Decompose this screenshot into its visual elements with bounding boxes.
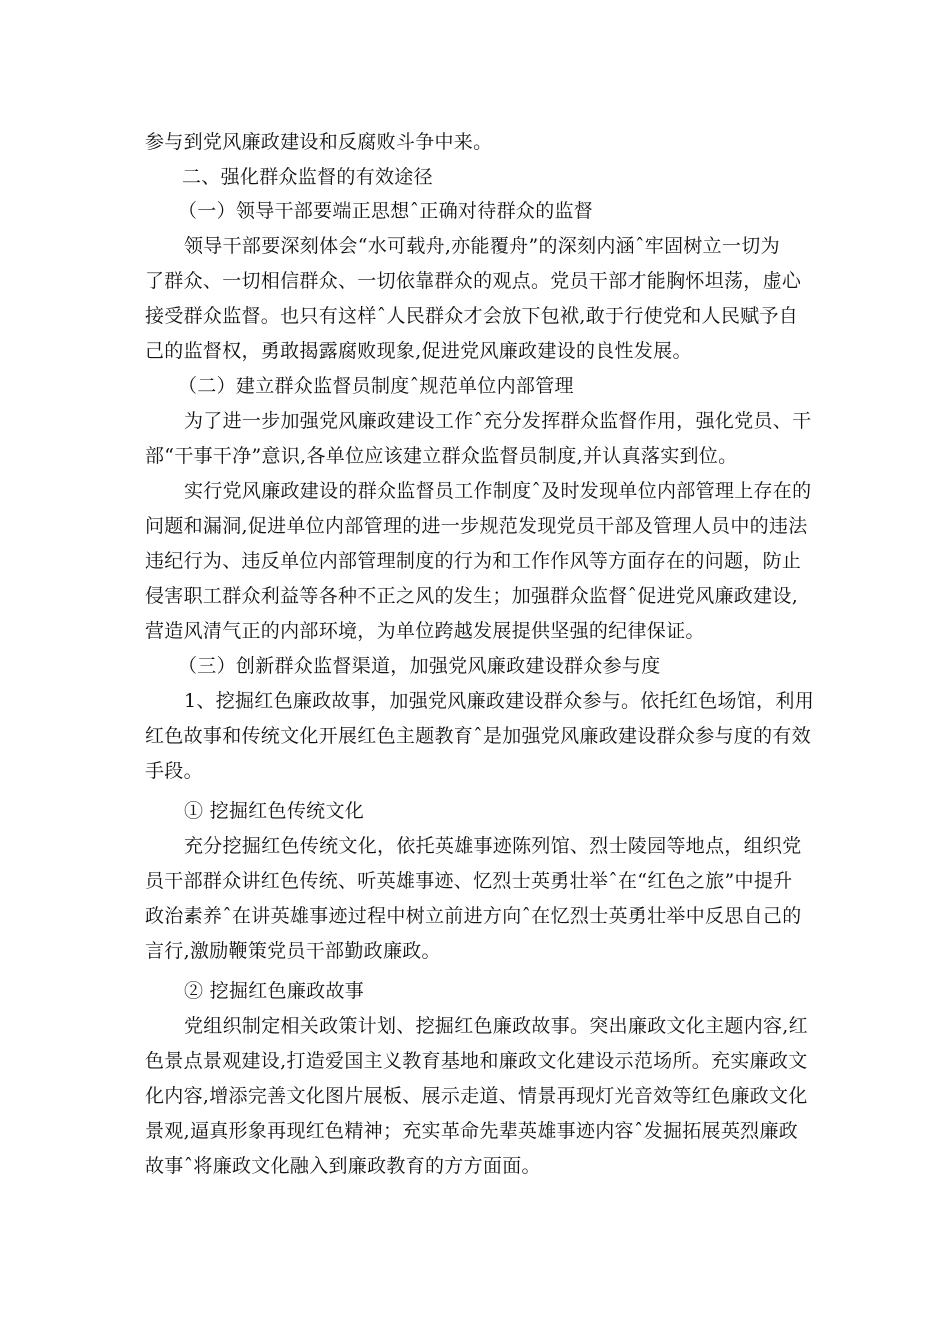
subsection-heading: （二）建立群众监督员制度ˆ规范单位内部管理 (178, 375, 574, 397)
text-line: 为了进一步加强党风廉政建设工作ˆ充分发挥群众监督作用，强化党员、干 (184, 410, 812, 432)
subsection-heading: （一）领导干部要端正思想ˆ正确对待群众的监督 (178, 200, 594, 222)
text-line: 1、挖掘红色廉政故事，加强党风廉政建设群众参与。依托红色场馆，利用 (184, 690, 814, 712)
text-line: 言行,激励鞭策党员干部勤政廉政。 (145, 940, 441, 962)
text-line: 接受群众监督。也只有这样ˆ人民群众才会放下包袱,敢于行使党和人民赋予自 (145, 305, 799, 327)
text-line: 实行党风廉政建设的群众监督员工作制度ˆ及时发现单位内部管理上存在的 (184, 480, 812, 502)
text-line: 化内容,增添完善文化图片展板、展示走道、情景再现灯光音效等红色廉政文化 (145, 1085, 808, 1107)
text-line: 问题和漏洞,促进单位内部管理的进一步规范发现党员干部及管理人员中的违法 (145, 515, 808, 537)
text-line: 故事ˆ将廉政文化融入到廉政教育的方方面面。 (145, 1155, 541, 1177)
item-heading: ② 挖掘红色廉政故事 (184, 980, 365, 1002)
text-line: 政治素养ˆ在讲英雄事迹过程中树立前进方向ˆ在忆烈士英勇壮举中反思自己的 (145, 905, 802, 927)
subsection-heading: （三）创新群众监督渠道，加强党风廉政建设群众参与度 (178, 655, 661, 677)
text-line: 充分挖掘红色传统文化，依托英雄事迹陈列馆、烈士陵园等地点，组织党 (184, 835, 802, 857)
text-line: 营造风清气正的内部环境，为单位跨越发展提供坚强的纪律保证。 (145, 620, 705, 642)
text-line: 侵害职工群众利益等各种不正之风的发生；加强群众监督ˆ促进党风廉政建设, (145, 585, 799, 607)
section-heading: 二、强化群众监督的有效途径 (182, 166, 433, 188)
text-line: 色景点景观建设,打造爱国主义教育基地和廉政文化建设示范场所。充实廉政文 (145, 1050, 808, 1072)
text-line: 违纪行为、违反单位内部管理制度的行为和工作作风等方面存在的问题，防止 (145, 550, 802, 572)
text-line: 景观,逼真形象再现红色精神；充实革命先辈英雄事迹内容ˆ发掘拓展英烈廉政 (145, 1120, 799, 1142)
text-line: 参与到党风廉政建设和反腐败斗争中来。 (145, 131, 493, 153)
text-line: 红色故事和传统文化开展红色主题教育ˆ是加强党风廉政建设群众参与度的有效 (145, 725, 812, 747)
text-line: 党组织制定相关政策计划、挖掘红色廉政故事。突出廉政文化主题内容,红 (184, 1015, 808, 1037)
text-line: 手段。 (145, 760, 203, 782)
text-line: 了群众、一切相信群众、一切依靠群众的观点。党员干部才能胸怀坦荡，虚心 (145, 270, 802, 292)
text-line: 领导干部要深刻体会“水可载舟,亦能覆舟”的深刻内涵ˆ牢固树立一切为 (184, 235, 780, 257)
text-line: 部“干事干净”意识,各单位应该建立群众监督员制度,并认真落实到位。 (145, 445, 738, 467)
item-heading: ① 挖掘红色传统文化 (184, 800, 365, 822)
text-line: 己的监督权，勇敢揭露腐败现象,促进党风廉政建设的良性发展。 (145, 340, 692, 362)
text-line: 员干部群众讲红色传统、听英雄事迹、忆烈士英勇壮举ˆ在“红色之旅”中提升 (145, 870, 793, 892)
